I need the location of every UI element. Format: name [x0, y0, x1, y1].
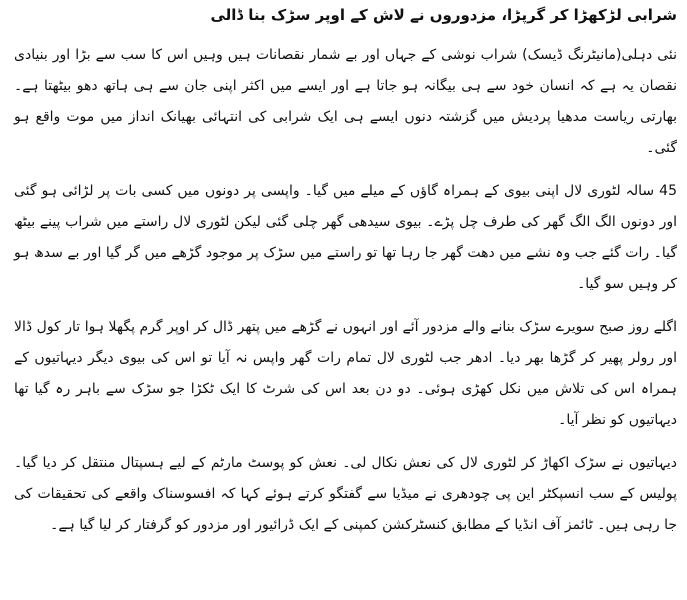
article-paragraph-road-workers: اگلے روز صبح سویرے سڑک بنانے والے مزدور آئے اور انہوں نے گڑھے میں پتھر ڈال کر اوپر گرم پگھلا ہوا تار کول ڈالا اور رولر پھیر کر گڑھا بھر دیا۔ ادھر جب لٹوری لال تمام رات گھر واپس نہ آیا تو اس کی بیوی دیگر دیہاتیوں کے ہمراہ اس کی تلاش میں نکل کھڑی ہوئی۔ دو دن بعد اس کی شرٹ کا ایک ٹکڑا جو سڑک سے باہر رہ گیا تھا دیہاتیوں کو نظر آیا۔	[14, 319, 677, 428]
article-paragraph-incident: 45 سالہ لٹوری لال اپنی بیوی کے ہمراہ گاؤں کے میلے میں گیا۔ واپسی پر دونوں میں کسی بات پر لڑائی ہو گئی اور دونوں الگ الگ گھر کی طرف چل پڑے۔ بیوی سیدھی گھر چلی گئی لیکن لٹوری لال راستے میں شراب پینے بیٹھ گیا۔ رات گئے جب وہ نشے میں دھت گھر جا رہا تھا تو راستے میں سڑک پر موجود گڑھے میں گر گیا اور بے سدھ ہو کر وہیں سو گیا۔	[14, 183, 677, 292]
article-paragraph-intro: نئی دہلی(مانیٹرنگ ڈیسک) شراب نوشی کے جہاں اور بے شمار نقصانات ہیں وہیں اس کا سب سے بڑا اور بنیادی نقصان یہ ہے کہ انسان خود سے ہی بیگانہ ہو جاتا ہے اور ایسے میں اکثر اپنی جان سے ہی ہاتھ دھو بیٹھتا ہے۔ بھارتی ریاست مدھیا پردیش میں گزشتہ دنوں ایسے ہی ایک شرابی کی انتہائی بھیانک انداز میں موت واقع ہو گئی۔	[14, 47, 677, 156]
article-headline: شرابی لڑکھڑا کر گرپڑا، مزدوروں نے لاش کے اوپر سڑک بنا ڈالی	[210, 6, 677, 24]
article-paragraph-investigation: دیہاتیوں نے سڑک اکھاڑ کر لٹوری لال کی نعش نکال لی۔ نعش کو پوسٹ مارٹم کے لیے ہسپتال منتقل کر دیا گیا۔ پولیس کے سب انسپکٹر این پی چودھری نے میڈیا سے گفتگو کرتے ہوئے کہا کہ افسوسناک واقعے کی تحقیقات کی جا رہی ہیں۔ ٹائمز آف انڈیا کے مطابق کنسٹرکشن کمپنی کے ایک ڈرائیور اور مزدور کو گرفتار کر لیا گیا ہے۔	[14, 455, 677, 533]
